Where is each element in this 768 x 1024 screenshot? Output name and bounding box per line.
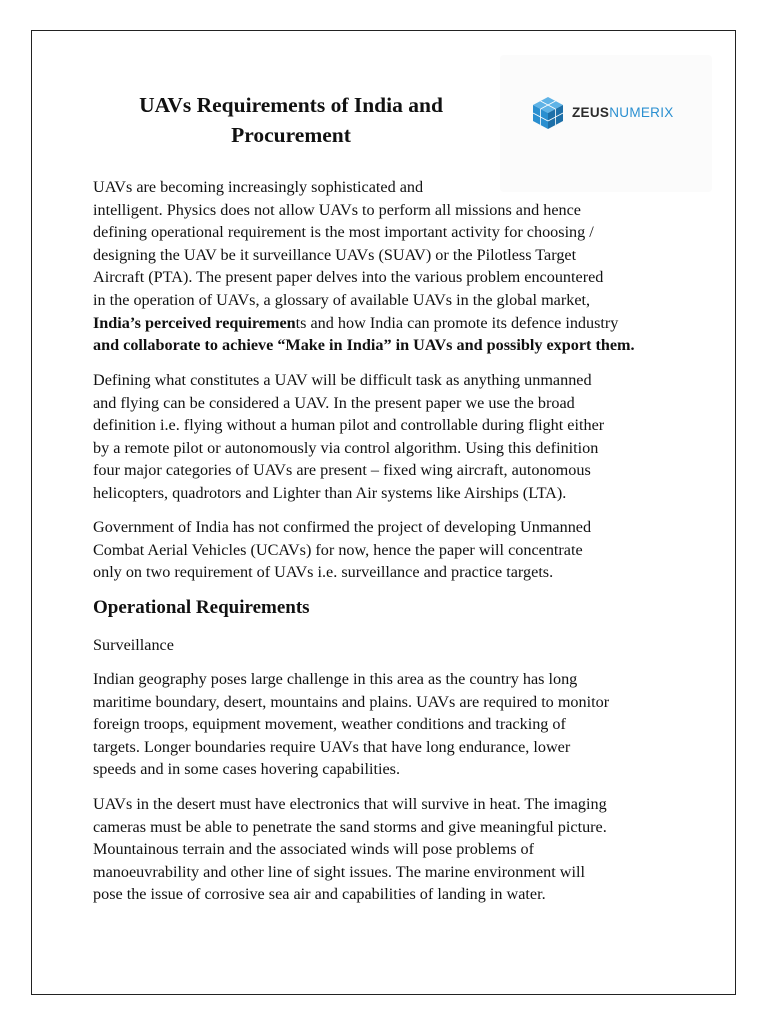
logo-brand-right: NUMERIX <box>609 105 674 120</box>
text-line: intelligent. Physics does not allow UAVs to perform all missions and hence <box>93 200 581 219</box>
text-line: Combat Aerial Vehicles (UCAVs) for now, hence the paper will concentrate <box>93 540 583 559</box>
text-line: only on two requirement of UAVs i.e. surveillance and practice targets. <box>93 563 554 582</box>
section-heading: Operational Requirements <box>93 597 310 618</box>
text-line: speeds and in some cases hovering capabilities. <box>93 760 401 779</box>
paragraph-5 <box>93 793 683 906</box>
text-line: Indian geography poses large challenge in this area as the country has long <box>93 670 578 688</box>
bold-phrase: India’s perceived requiremen <box>93 313 296 332</box>
text-line: designing the UAV be it surveillance UAVs (SUAV) or the Pilotless Target <box>93 245 577 264</box>
subsection-label: Surveillance <box>93 636 174 654</box>
text-line: UAVs in the desert must have electronics that will survive in heat. The imaging <box>93 795 607 813</box>
document-title <box>92 90 490 150</box>
text-line: four major categories of UAVs are present – fixed wing aircraft, autonomous <box>93 461 591 480</box>
text-line: helicopters, quadrotors and Lighter than Air systems like Airships (LTA). <box>93 483 567 502</box>
text-line: defining operational requirement is the most important activity for choosing / <box>93 223 594 242</box>
text-line: Government of India has not confirmed the project of developing Unmanned <box>93 518 592 536</box>
text-line: manoeuvrability and other line of sight issues. The marine environment will <box>93 862 585 881</box>
text-line: and flying can be considered a UAV. In the present paper we use the broad <box>93 393 575 412</box>
logo-brand-left: ZEUS <box>572 105 610 120</box>
paragraph-1 <box>93 176 683 357</box>
text-line: Aircraft (PTA). The present paper delves into the various problem encountered <box>93 268 604 287</box>
text-line: UAVs are becoming increasingly sophisticated and <box>93 178 424 196</box>
paragraph-4 <box>93 668 683 781</box>
cube-logo-icon <box>530 95 566 131</box>
text-line: Mountainous terrain and the associated winds will pose problems of <box>93 840 535 859</box>
paragraph-2 <box>93 369 683 505</box>
text-line: targets. Longer boundaries require UAVs that have long endurance, lower <box>93 737 571 756</box>
title-line-1: UAVs Requirements of India and <box>139 93 443 117</box>
text-fragment: ts and how India can promote its defence industry <box>295 313 619 332</box>
text-line <box>93 312 683 335</box>
title-line-2: Procurement <box>231 123 351 147</box>
text-line: Defining what constitutes a UAV will be difficult task as anything unmanned <box>93 371 592 389</box>
text-line: maritime boundary, desert, mountains and plains. UAVs are required to monitor <box>93 692 610 711</box>
text-line: cameras must be able to penetrate the sand storms and give meaningful picture. <box>93 817 607 836</box>
text-line: definition i.e. flying without a human pilot and controllable during flight either <box>93 416 605 435</box>
bold-line: and collaborate to achieve “Make in India” in UAVs and possibly export them. <box>93 336 635 355</box>
logo-wordmark <box>572 104 674 122</box>
text-line: in the operation of UAVs, a glossary of available UAVs in the global market, <box>93 290 591 309</box>
text-line: by a remote pilot or autonomously via control algorithm. Using this definition <box>93 438 599 457</box>
text-line: foreign troops, equipment movement, weather conditions and tracking of <box>93 715 566 734</box>
text-line: pose the issue of corrosive sea air and capabilities of landing in water. <box>93 885 546 904</box>
paragraph-3 <box>93 516 683 584</box>
